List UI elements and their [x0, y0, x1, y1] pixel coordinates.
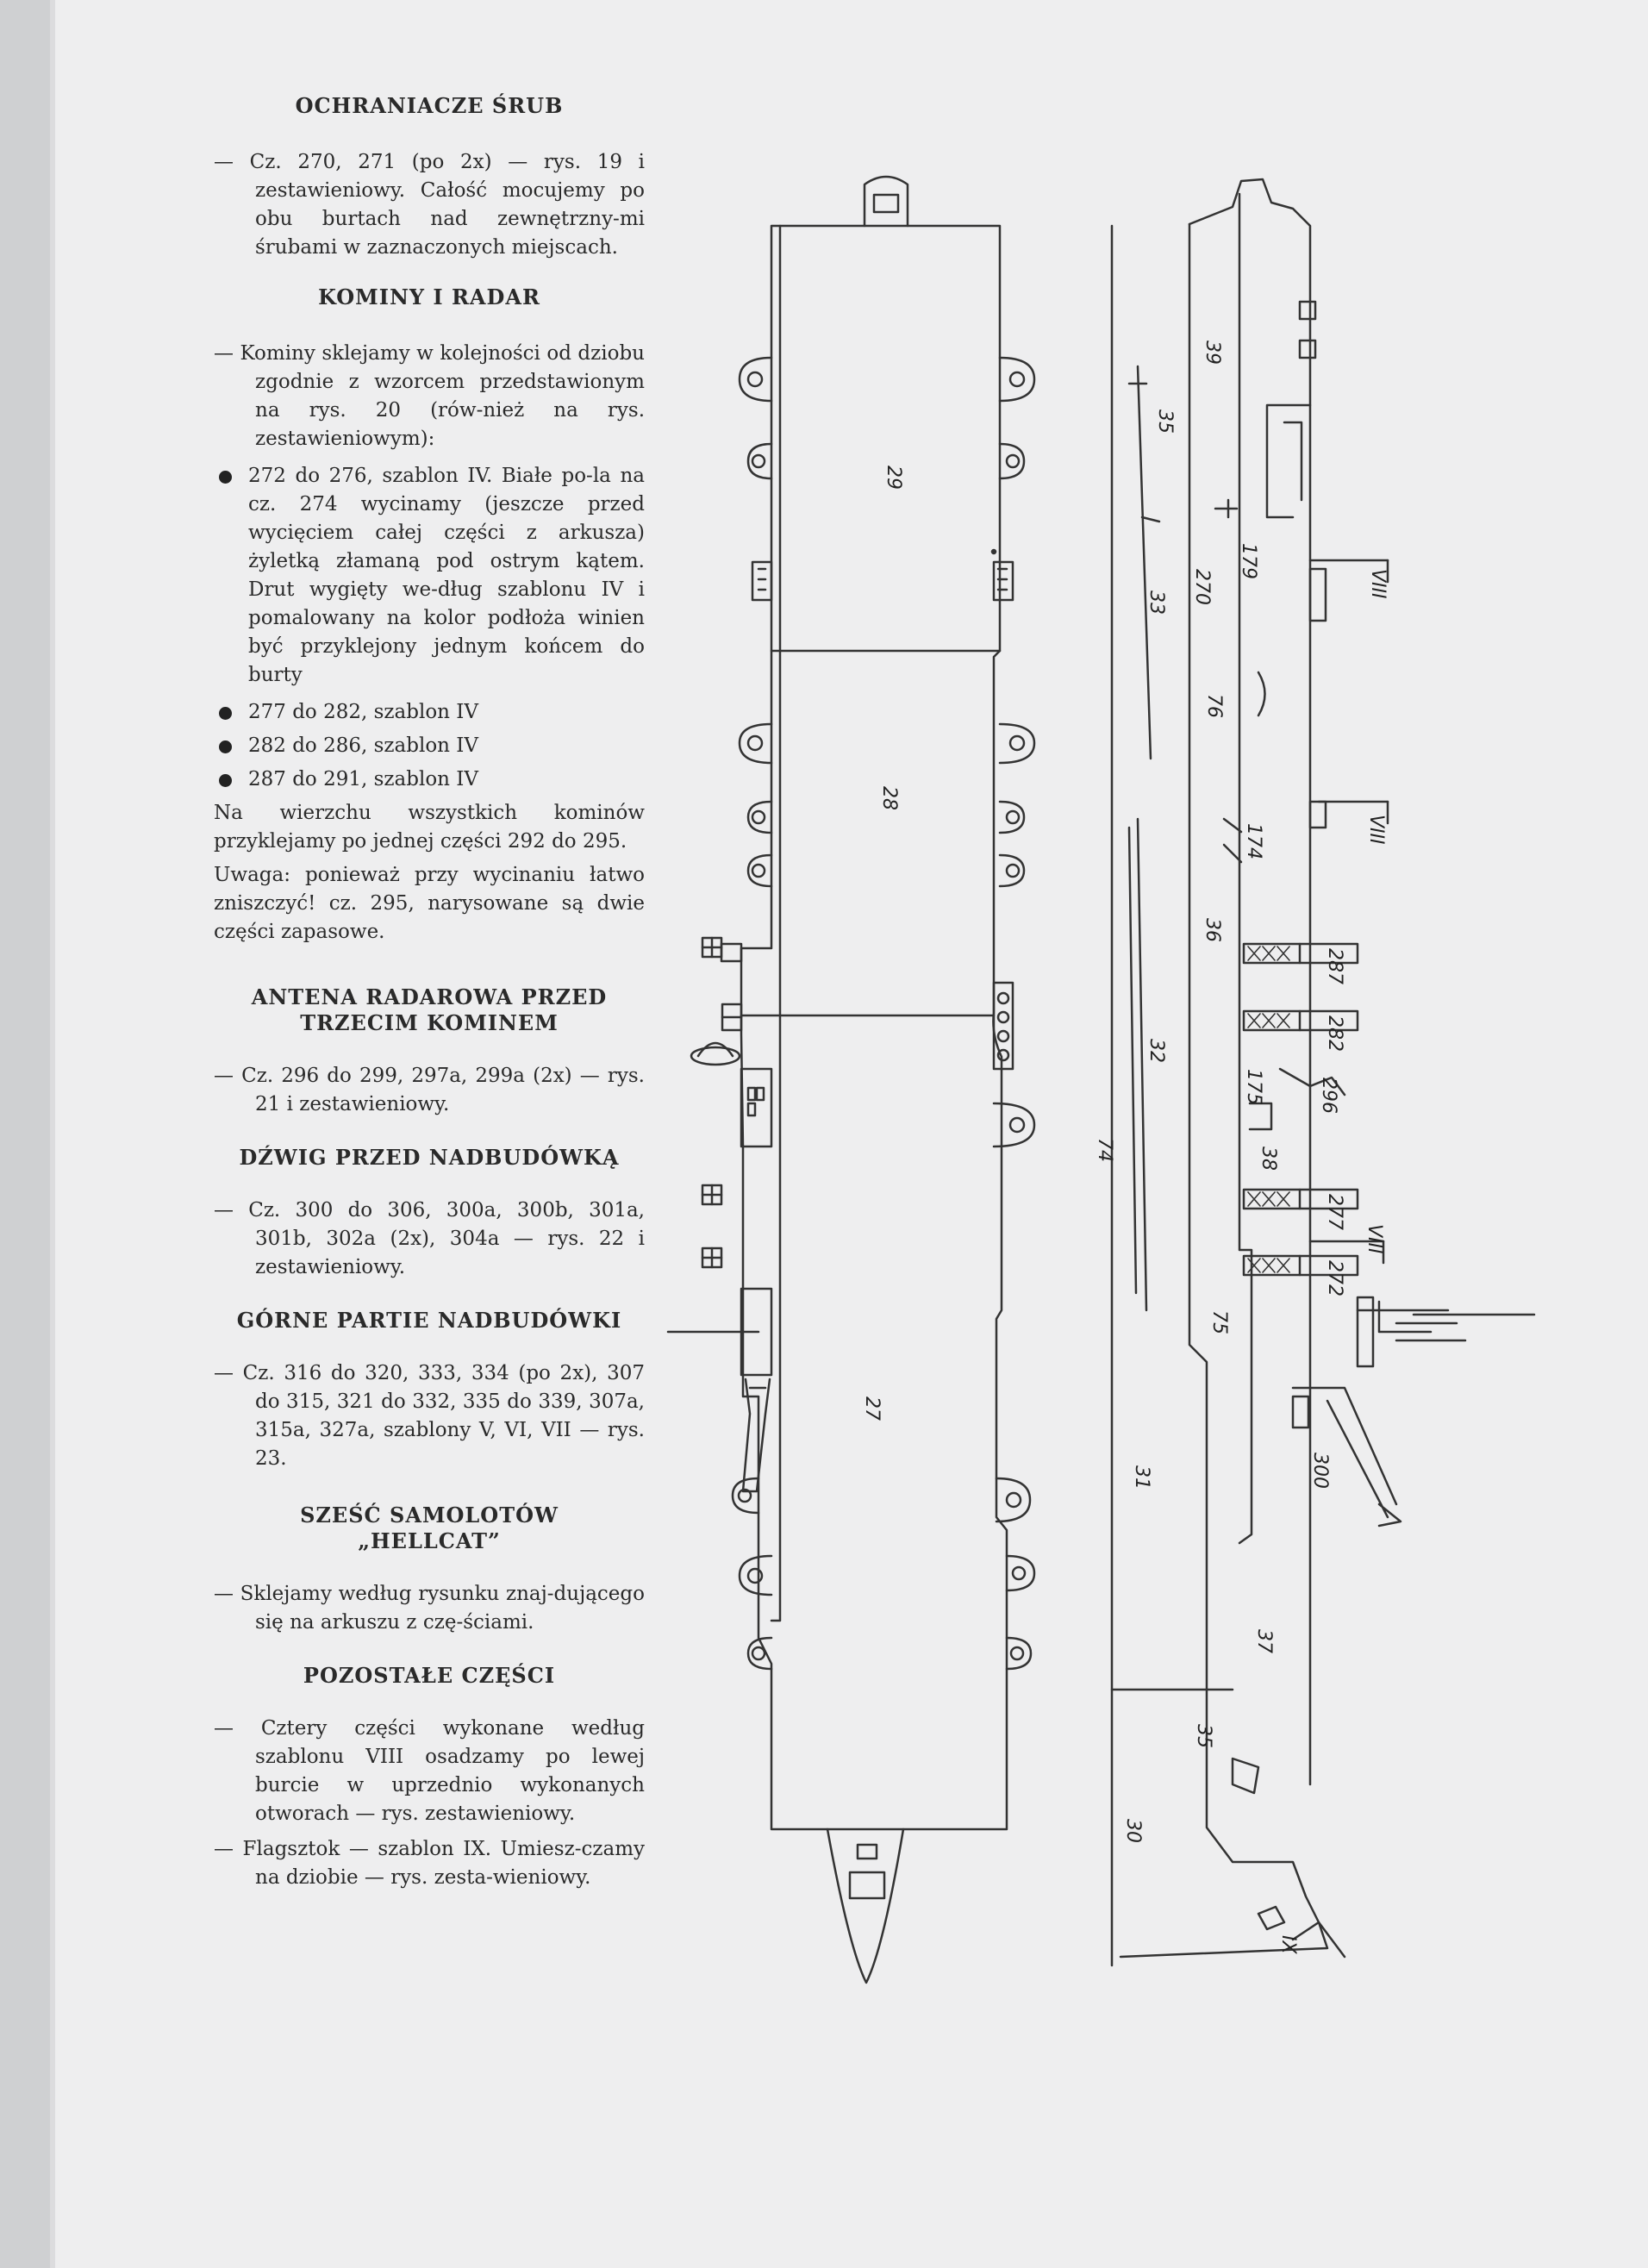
side-label: 35 — [1154, 409, 1176, 434]
section-paragraph: Na wierzchu wszystkich kominów przyklejamy po jednej części 292 do 295. — [214, 802, 645, 853]
deck-label: 29 — [883, 465, 904, 490]
side-label: 300 — [1309, 1453, 1331, 1489]
deck-label: 28 — [878, 786, 900, 810]
section-paragraph: — Flagsztok — szablon IX. Umiesz-czamy na dziobie — rys. zesta-wieniowy. — [214, 1838, 645, 1889]
section-heading: KOMINY I RADAR — [318, 284, 540, 309]
side-label: 175 — [1243, 1069, 1264, 1105]
section-heading: SZEŚĆ SAMOLOTÓW „HELLCAT” — [300, 1503, 559, 1553]
side-label: 282 — [1324, 1015, 1345, 1052]
side-label: 272 — [1324, 1260, 1345, 1296]
side-label: VIII — [1365, 815, 1387, 845]
section-heading: ANTENA RADAROWA PRZED TRZECIM KOMINEM — [251, 984, 608, 1035]
side-label: 30 — [1122, 1819, 1144, 1843]
side-label: 32 — [1145, 1039, 1167, 1063]
side-label: 39 — [1202, 341, 1223, 365]
section-paragraph: — Cz. 316 do 320, 333, 334 (po 2x), 307 do 315, 321 do 332, 335 do 339, 307a, 315a, 327a, szablony V, VI, VII — rys. 23. — [214, 1362, 645, 1470]
side-label: 38 — [1258, 1146, 1279, 1171]
side-label: 287 — [1324, 948, 1345, 984]
bullet-item: 282 do 286, szablon IV — [214, 732, 645, 760]
flight-deck-plan — [668, 177, 1034, 1983]
section-note: Uwaga: ponieważ przy wycinaniu łatwo zniszczyć! cz. 295, narysowane są dwie części zapasowe. — [214, 864, 645, 943]
section-paragraph: — Kominy sklejamy w kolejności od dziobu zgodnie z wzorcem przedstawionym na rys. 20 (rów-nież na rys. zestawieniowym): — [214, 342, 645, 450]
bullet-item: 272 do 276, szablon IV. Białe po-la na cz. 274 wycinamy (jeszcze przed wycięciem całej części z arkusza) żyletką złamaną pod ostrym kątem. Drut wygięty we-dług szablonu IV i pomalowany na kolor podłoża winien być przyklejony jednym końcem do burty — [214, 462, 645, 690]
side-label: VIII — [1367, 569, 1389, 599]
deck-label: 27 — [861, 1396, 883, 1421]
side-label: 270 — [1191, 569, 1213, 605]
side-label: 76 — [1203, 694, 1225, 718]
side-label: IX — [1277, 1935, 1299, 1954]
side-label: 296 — [1318, 1078, 1339, 1114]
section-heading: POZOSTAŁE CZĘŚCI — [303, 1663, 556, 1688]
side-label: 37 — [1253, 1629, 1275, 1653]
side-label: VIII — [1364, 1224, 1385, 1254]
side-label: 36 — [1202, 918, 1223, 942]
side-label: 35 — [1193, 1724, 1214, 1748]
deck-lugs — [733, 358, 1034, 1669]
section-heading: DŹWIG PRZED NADBUDÓWKĄ — [239, 1145, 620, 1170]
side-label: 174 — [1243, 823, 1264, 859]
side-label: 33 — [1145, 590, 1167, 615]
section-paragraph: — Cz. 296 do 299, 297a, 299a (2x) — rys. 21 i zestawieniowy. — [214, 1065, 645, 1115]
section-paragraph: — Cztery części wykonane według szablonu VIII osadzamy po lewej burcie w uprzednio wykonanych otworach — rys. zestawieniowy. — [214, 1717, 645, 1825]
bullet-item: 277 do 282, szablon IV — [214, 698, 645, 727]
side-label: 74 — [1094, 1138, 1115, 1162]
section-paragraph: — Sklejamy według rysunku znaj-dującego się na arkuszu z czę-ściami. — [214, 1583, 645, 1634]
section-paragraph: — Cz. 300 do 306, 300a, 300b, 301a, 301b, 302a (2x), 304a — rys. 22 i zestawieniowy. — [214, 1199, 645, 1278]
side-label: 277 — [1324, 1194, 1345, 1230]
bullet-item: 287 do 291, szablon IV — [214, 765, 645, 794]
side-label: 75 — [1208, 1310, 1230, 1334]
section-heading: GÓRNE PARTIE NADBUDÓWKI — [236, 1308, 622, 1333]
section-paragraph: — Cz. 270, 271 (po 2x) — rys. 19 i zestawieniowy. Całość mocujemy po obu burtach nad zewnętrzny-mi śrubami w zaznaczonych miejscach. — [214, 151, 645, 259]
side-label: 179 — [1238, 543, 1259, 579]
hull-side-elevation — [1112, 179, 1534, 1965]
side-label: 31 — [1131, 1465, 1152, 1490]
section-heading: OCHRANIACZE ŚRUB — [295, 93, 564, 118]
